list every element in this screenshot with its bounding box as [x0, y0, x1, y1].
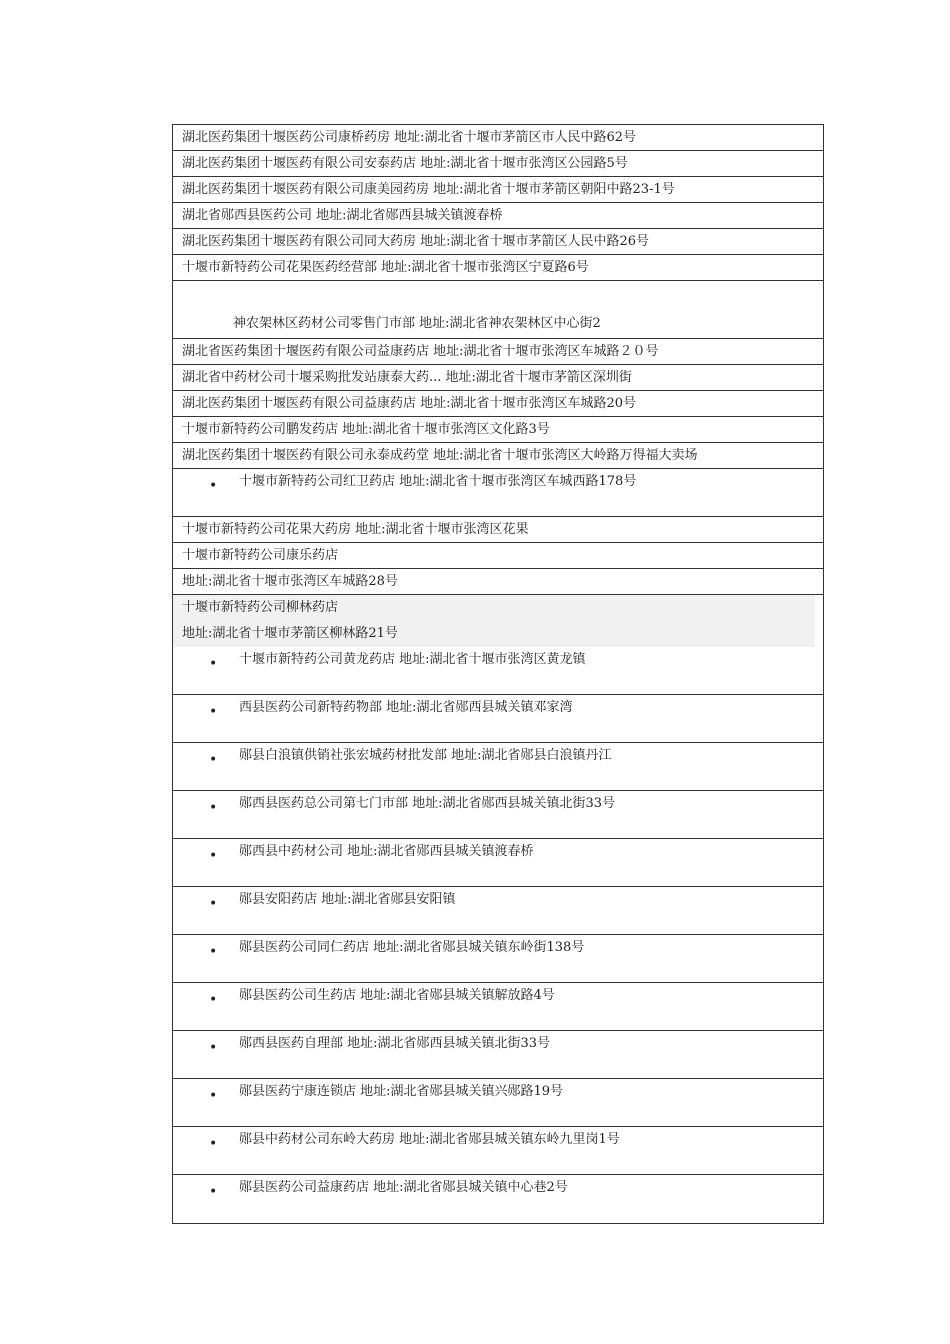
- table-row: [173, 151, 823, 177]
- row-text: 十堰市新特药公司鹏发药店 地址:湖北省十堰市张湾区文化路3号: [182, 422, 550, 437]
- table-row: [173, 229, 823, 255]
- pharmacy-list-table: [172, 124, 824, 1224]
- bullet-list-item: [173, 983, 823, 1031]
- row-text: 郧县安阳药店 地址:湖北省郧县安阳镇: [239, 892, 456, 907]
- table-row: [173, 365, 823, 391]
- bullet-icon: •: [209, 1136, 218, 1152]
- table-row: [173, 417, 823, 443]
- row-text: 十堰市新特药公司康乐药店: [182, 548, 339, 563]
- row-text: 地址:湖北省十堰市茅箭区柳林路21号: [182, 626, 398, 641]
- bullet-icon: •: [209, 992, 218, 1008]
- row-text: 地址:湖北省十堰市张湾区车城路28号: [182, 574, 398, 589]
- row-text: 湖北省郧西县医药公司 地址:湖北省郧西县城关镇渡春桥: [182, 208, 503, 223]
- row-text: 郧县医药宁康连锁店 地址:湖北省郧县城关镇兴郧路19号: [239, 1084, 564, 1099]
- row-text: 十堰市新特药公司花果医药经营部 地址:湖北省十堰市张湾区宁夏路6号: [182, 260, 589, 275]
- bullet-icon: •: [209, 896, 218, 912]
- row-text: 郧西县医药自理部 地址:湖北省郧西县城关镇北街33号: [239, 1036, 551, 1051]
- row-text: 湖北医药集团十堰医药有限公司益康药店 地址:湖北省十堰市张湾区车城路20号: [182, 396, 637, 411]
- bullet-list-item: [173, 469, 823, 517]
- table-row: [173, 281, 823, 339]
- table-row: [173, 203, 823, 229]
- bullet-list-item: [173, 1175, 823, 1223]
- bullet-list-item: [173, 935, 823, 983]
- row-text: 郧县医药公司益康药店 地址:湖北省郧县城关镇中心巷2号: [239, 1180, 568, 1195]
- row-text: 十堰市新特药公司黄龙药店 地址:湖北省十堰市张湾区黄龙镇: [239, 652, 586, 667]
- bullet-list-item: [173, 1031, 823, 1079]
- table-row: [173, 543, 823, 569]
- row-text: 郧县医药公司生药店 地址:湖北省郧县城关镇解放路4号: [239, 988, 555, 1003]
- row-text: 湖北医药集团十堰医药有限公司同大药房 地址:湖北省十堰市茅箭区人民中路26号: [182, 234, 650, 249]
- bullet-icon: •: [209, 704, 218, 720]
- row-text: 十堰市新特药公司花果大药房 地址:湖北省十堰市张湾区花果: [182, 522, 529, 537]
- bullet-icon: •: [209, 944, 218, 960]
- row-text: 郧西县中药材公司 地址:湖北省郧西县城关镇渡春桥: [239, 844, 534, 859]
- row-text: 神农架林区药材公司零售门市部 地址:湖北省神农架林区中心街2: [233, 316, 601, 331]
- table-row: [173, 125, 823, 151]
- row-text: 郧县白浪镇供销社张宏城药材批发部 地址:湖北省郧县白浪镇丹江: [239, 748, 612, 763]
- row-text: 郧县医药公司同仁药店 地址:湖北省郧县城关镇东岭街138号: [239, 940, 585, 955]
- table-row: [173, 621, 815, 647]
- bullet-icon: •: [209, 1184, 218, 1200]
- row-text: 湖北医药集团十堰医药有限公司安泰药店 地址:湖北省十堰市张湾区公园路5号: [182, 156, 628, 171]
- bullet-list-item: [173, 887, 823, 935]
- bullet-list-item: [173, 1079, 823, 1127]
- table-row: [173, 391, 823, 417]
- row-text: 湖北医药集团十堰医药有限公司永泰成药堂 地址:湖北省十堰市张湾区大岭路万得福大卖场: [182, 448, 698, 463]
- table-row: [173, 177, 823, 203]
- row-text: 郧县中药材公司东岭大药房 地址:湖北省郧县城关镇东岭九里岗1号: [239, 1132, 620, 1147]
- table-row: [173, 517, 823, 543]
- row-text: 十堰市新特药公司红卫药店 地址:湖北省十堰市张湾区车城西路178号: [239, 474, 637, 489]
- bullet-icon: •: [209, 478, 218, 494]
- bullet-list-item: [173, 695, 823, 743]
- table-row: [173, 255, 823, 281]
- row-text: 西县医药公司新特药物部 地址:湖北省郧西县城关镇邓家湾: [239, 700, 573, 715]
- table-row: [173, 339, 823, 365]
- table-row: [173, 443, 823, 469]
- table-row: [173, 595, 815, 621]
- bullet-list-item: [173, 647, 823, 695]
- bullet-icon: •: [209, 656, 218, 672]
- bullet-icon: •: [209, 752, 218, 768]
- bullet-list-item: [173, 839, 823, 887]
- bullet-icon: •: [209, 800, 218, 816]
- bullet-list-item: [173, 791, 823, 839]
- bullet-icon: •: [209, 1040, 218, 1056]
- row-text: 十堰市新特药公司柳林药店: [182, 600, 339, 615]
- bullet-icon: •: [209, 1088, 218, 1104]
- table-row: [173, 569, 823, 595]
- bullet-icon: •: [209, 848, 218, 864]
- row-text: 湖北医药集团十堰医药公司康桥药房 地址:湖北省十堰市茅箭区市人民中路62号: [182, 130, 637, 145]
- row-text: 郧西县医药总公司第七门市部 地址:湖北省郧西县城关镇北街33号: [239, 796, 616, 811]
- row-text: 湖北省医药集团十堰医药有限公司益康药店 地址:湖北省十堰市张湾区车城路２０号: [182, 344, 659, 359]
- bullet-list-item: [173, 743, 823, 791]
- row-text: 湖北医药集团十堰医药有限公司康美园药房 地址:湖北省十堰市茅箭区朝阳中路23-1号: [182, 182, 675, 197]
- bullet-list-item: [173, 1127, 823, 1175]
- row-text: 湖北省中药材公司十堰采购批发站康泰大药... 地址:湖北省十堰市茅箭区深圳街: [182, 370, 632, 385]
